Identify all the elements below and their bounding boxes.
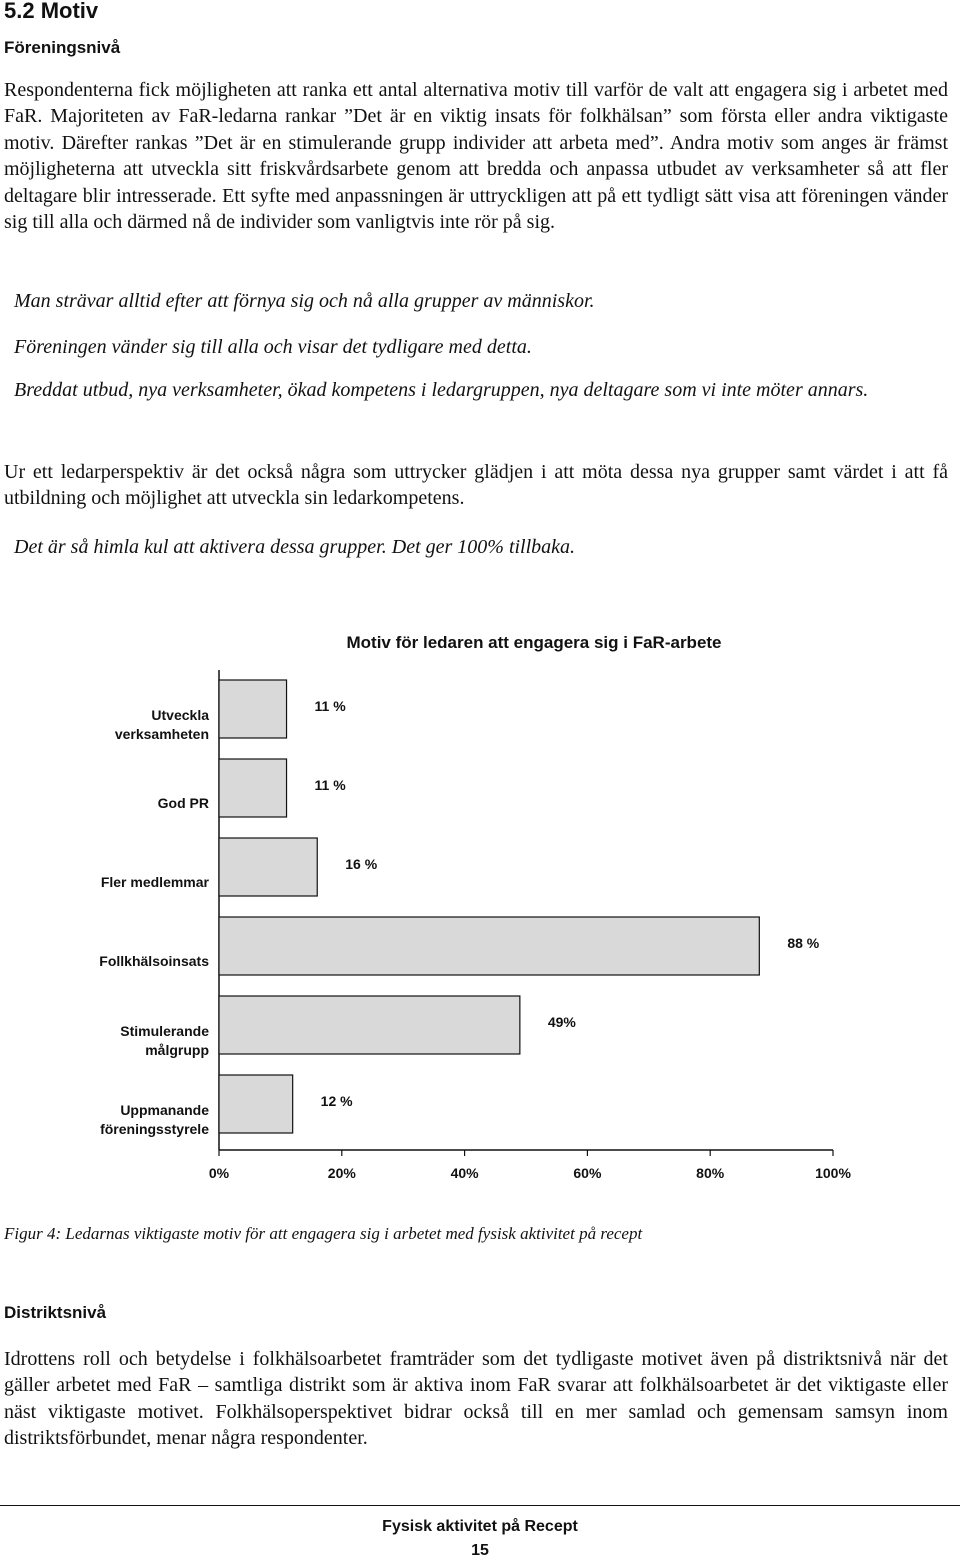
category-label: Fler medlemmar	[100, 874, 209, 890]
bar-0	[219, 680, 287, 738]
paragraph-ledarperspektiv: Ur ett ledarperspektiv är det också några som uttrycker glädjen i att möta dessa nya grupper samt värdet i att få utbildning och möjlighet att utveckla sin ledarkompetens.	[4, 461, 948, 510]
paragraph-distrikt: Idrottens roll och betydelse i folkhälsoarbetet framträder som det tydligaste motivet även på distriktsnivå när det gäller arbetet med FaR – samtliga distrikt som är aktiva inom FaR svarar att folkhälsoarbetet är det viktigaste eller näst viktigaste motivet. Folkhälsoperspektivet bidrar också till en mer samlad och gemensam samsyn inom distriktsförbundet, menar några respondenter.	[4, 1348, 948, 1450]
subheading-forening: Föreningsnivå	[4, 38, 121, 57]
bar-value-label: 49%	[547, 1014, 576, 1030]
x-tick-label: 40%	[450, 1165, 479, 1181]
figure-caption: Figur 4: Ledarnas viktigaste motiv för att engagera sig i arbetet med fysisk aktivitet på recept	[4, 1224, 643, 1243]
category-label: Uppmanande	[120, 1102, 209, 1118]
bar-2	[219, 838, 317, 896]
subheading-distrikt: Distriktsnivå	[4, 1303, 107, 1322]
bar-1	[219, 759, 287, 817]
category-label: Follkhälsoinsats	[99, 953, 209, 969]
bar-value-label: 11 %	[314, 698, 346, 714]
quote-1: Man strävar alltid efter att förnya sig och nå alla grupper av människor.	[14, 290, 595, 312]
footer-divider	[0, 1505, 960, 1506]
x-tick-label: 100%	[815, 1165, 851, 1181]
quote-2: Föreningen vänder sig till alla och visar det tydligare med detta.	[14, 336, 532, 358]
category-label: föreningsstyrele	[100, 1121, 209, 1137]
x-tick-label: 80%	[696, 1165, 725, 1181]
bar-5	[219, 1075, 293, 1133]
bar-value-label: 12 %	[320, 1093, 353, 1109]
category-label: verksamheten	[114, 726, 209, 742]
quote-3: Breddat utbud, nya verksamheter, ökad kompetens i ledargruppen, nya deltagare som vi inte möter annars.	[14, 379, 869, 401]
chart-title: Motiv för ledaren att engagera sig i FaR-arbete	[346, 633, 722, 652]
bar-3	[219, 917, 759, 975]
bar-4	[219, 996, 520, 1054]
category-label: Stimulerande	[120, 1023, 209, 1039]
footer-title: Fysisk aktivitet på Recept	[382, 1518, 578, 1535]
category-label: Utveckla	[151, 707, 209, 723]
quote-4: Det är så himla kul att aktivera dessa grupper. Det ger 100% tillbaka.	[14, 536, 576, 558]
x-tick-label: 0%	[208, 1165, 230, 1181]
bar-value-label: 88 %	[787, 935, 820, 951]
x-tick-label: 60%	[573, 1165, 602, 1181]
category-label: målgrupp	[145, 1042, 209, 1058]
bar-value-label: 11 %	[314, 777, 346, 793]
bar-value-label: 16 %	[345, 856, 378, 872]
paragraph-motiv: Respondenterna fick möjligheten att ranka ett antal alternativa motiv till varför de valt att engagera sig i arbetet med FaR. Majoriteten av FaR-ledarna rankar ”Det är en viktig insats för folkhälsan” som första eller andra viktigaste motiv. Därefter rankas ”Det är en stimulerande grupp individer att arbeta med”. Andra motiv som anges är främst möjligheterna att utveckla sitt friskvårdsarbete genom att bredda och anpassa utbudet av verksamheter så att fler deltagare blir intresserade. Ett syfte med anpassningen är uttryckligen att på ett tydligt sätt visa att föreningen vänder sig till alla och därmed nå de individer som vanligtvis inte rör på sig.	[4, 79, 948, 234]
page-number: 15	[471, 1542, 489, 1559]
category-label: God PR	[157, 795, 209, 811]
section-heading: 5.2 Motiv	[4, 0, 99, 23]
motiv-bar-chart	[0, 620, 960, 1200]
x-tick-label: 20%	[327, 1165, 356, 1181]
